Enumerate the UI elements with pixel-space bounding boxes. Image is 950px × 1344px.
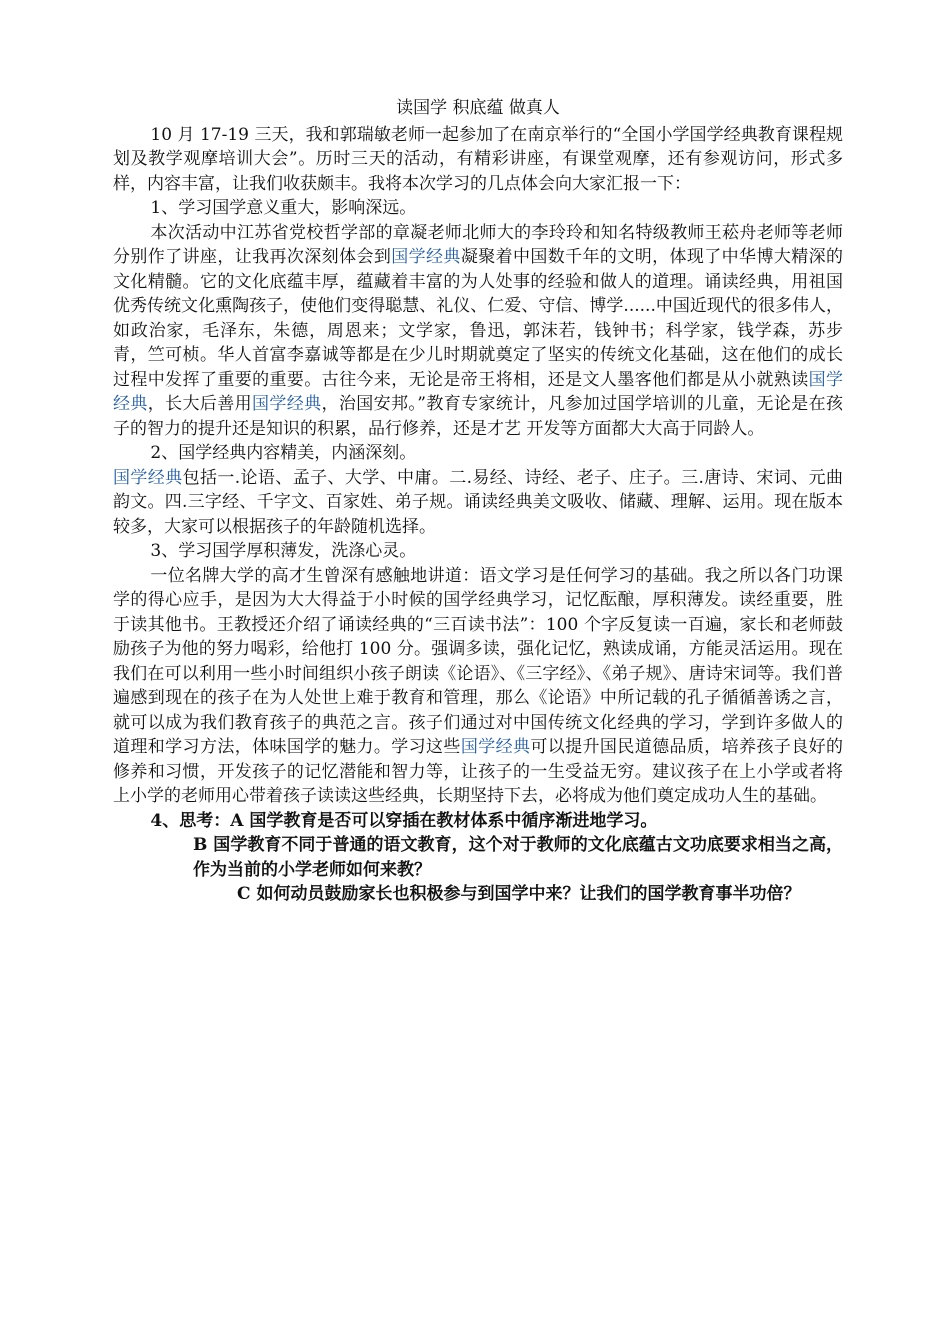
guoxue-jingdian-link[interactable]: 国学经典 bbox=[252, 394, 322, 414]
document-title: 读国学 积底蕴 做真人 bbox=[396, 98, 560, 118]
section-3-text-a: 一位名牌大学的高才生曾深有感触地讲道：语文学习是任何学习的基础。我之所以各门功课学的得心应手，是因为大大得益于小时候的国学经典学习，记忆酝酿，厚积薄发。读经重要，胜于读其他书。王教授还介绍了诵读经典的“三百读书法”：100 个字反复读一百遍，家长和老师鼓励孩子为他的努力喝彩，给他打 100 分。强调多读，强化记忆，熟读成诵，方能灵活运用。现在我们在可以利用一些小时间组织小孩子朗读《论语》、《三字经》、《弟子规》、唐诗宋词等。我们普遍感到现在的孩子在为人处世上难于教育和管理，那么《论语》中所记载的孔子循循善诱之言，就可以成为我们教育孩子的典范之言。孩子们通过对中国传统文化经典的学习，学到许多做人的道理和学习方法，体味国学的魅力。学习这些 bbox=[113, 565, 843, 757]
section-4-question-b: B 国学教育不同于普通的语文教育，这个对于教师的文化底蕴古文功底要求相当之高，作为当前的小学老师如何来教？ bbox=[193, 835, 843, 880]
section-1-text-b: 凝聚着中国数千年的文明，体现了中华博大精深的文化精髓。它的文化底蕴丰厚，蕴藏着丰富的为人处事的经验和做人的道理。诵读经典，用祖国优秀传统文化熏陶孩子，使他们变得聪慧、礼仪、仁爱、守信、博学......中国近现代的很多伟人，如政治家，毛泽东，朱德，周恩来；文学家，鲁迅，郭沫若，钱钟书；科学家，钱学森，苏步青，竺可桢。华人首富李嘉诚等都是在少儿时期就奠定了坚实的传统文化基础，这在他们的成长过程中发挥了重要的重要。古往今来，无论是帝王将相，还是文人墨客他们都是从小就熟读 bbox=[113, 247, 844, 390]
section-2-text: 包括一.论语、孟子、大学、中庸。二.易经、诗经、老子、庄子。三.唐诗、宋词、元曲韵文。四.三字经、千字文、百家姓、弟子规。诵读经典美文吸收、储藏、理解、运用。现在版本较多，大家可以根据孩子的年龄随机选择。 bbox=[113, 467, 843, 537]
section-2-heading: 2、国学经典内容精美，内涵深刻。 bbox=[150, 443, 417, 463]
guoxue-jingdian-link[interactable]: 国学经典 bbox=[391, 247, 461, 267]
section-1-text-c: ，长大后善用 bbox=[147, 394, 253, 414]
section-1-text-a: 本次活动中江苏省党校哲学部的章凝老师北师大的李玲玲和知名特级教师王菘舟老师等老师分别作了讲座，让我再次深刻体会到 bbox=[113, 222, 843, 267]
section-1-heading: 1、学习国学意义重大，影响深远。 bbox=[150, 198, 417, 218]
section-3-text-b: 可以提升国民道德品质，培养孩子良好的修养和习惯，开发孩子的记忆潜能和智力等，让孩子的一生受益无穷。建议孩子在上小学或者将上小学的老师用心带着孩子读读这些经典，长期坚持下去，必将成为他们奠定成功人生的基础。 bbox=[113, 737, 844, 806]
intro-paragraph: 10 月 17-19 三天，我和郭瑞敏老师一起参加了在南京举行的“全国小学国学经典教育课程规划及教学观摩培训大会”。历时三天的活动，有精彩讲座，有课堂观摩，还有参观访问，形式多样，内容丰富，让我们收获颇丰。我将本次学习的几点体会向大家汇报一下： bbox=[113, 124, 843, 194]
section-1-paragraph bbox=[113, 221, 843, 442]
guoxue-jingdian-link[interactable]: 国学经典 bbox=[113, 369, 843, 414]
section-1-text-d: ，治国安邦。”教育专家统计，凡参加过国学培训的儿童，无论是在孩子的智力的提升还是知识的积累，品行修养，还是才艺 开发等方面都大大高于同龄人。 bbox=[113, 394, 844, 439]
section-2-paragraph bbox=[113, 466, 843, 540]
guoxue-jingdian-link[interactable]: 国学经典 bbox=[113, 467, 183, 488]
section-3-heading: 3、学习国学厚积薄发，洗涤心灵。 bbox=[150, 541, 417, 561]
section-4-question-c: C 如何动员鼓励家长也积极参与到国学中来？让我们的国学教育事半功倍？ bbox=[237, 884, 801, 904]
document-body bbox=[113, 96, 843, 907]
guoxue-jingdian-link[interactable]: 国学经典 bbox=[460, 737, 531, 757]
section-4-heading: 4、思考：A 国学教育是否可以穿插在教材体系中循序渐进地学习。 bbox=[150, 810, 658, 831]
section-3-paragraph bbox=[113, 564, 843, 809]
